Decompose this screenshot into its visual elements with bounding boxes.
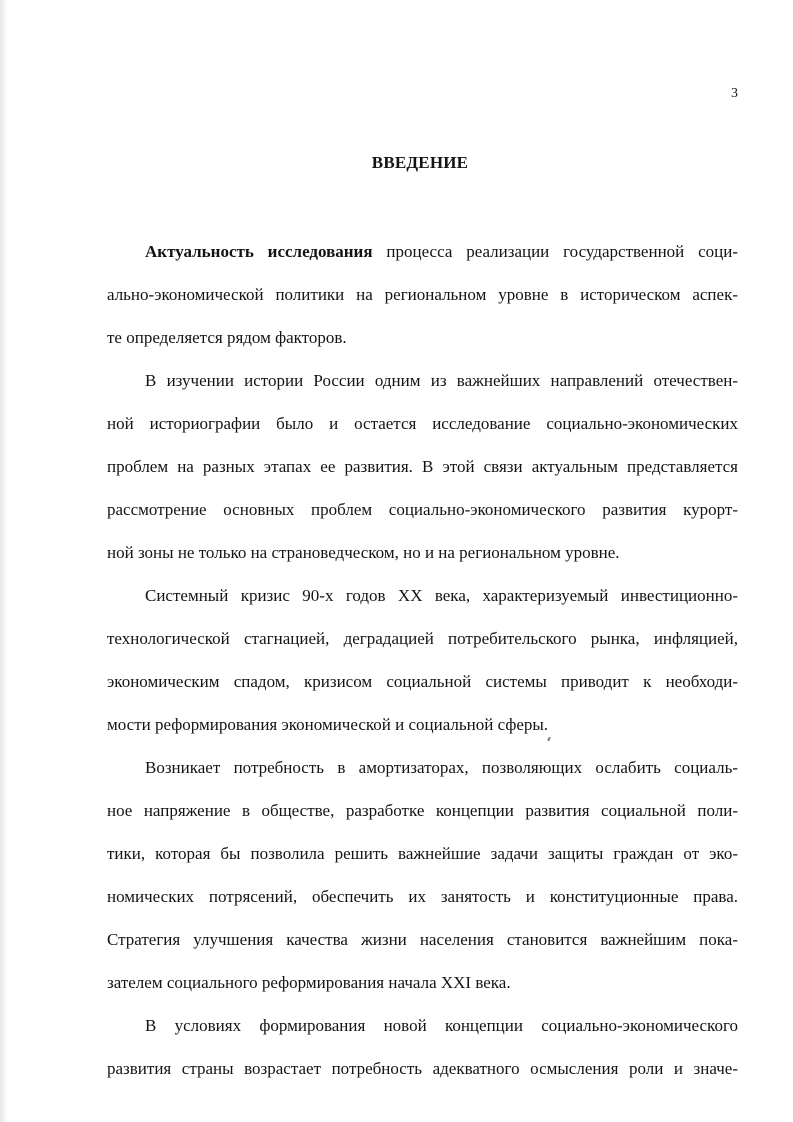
page-title: ВВЕДЕНИЕ bbox=[371, 153, 469, 172]
paragraph-line: В условиях формирования новой концепции социально-экономического bbox=[145, 1016, 738, 1035]
paragraph-line: рассмотрение основных проблем социально-экономического развития курорт- bbox=[107, 500, 738, 519]
paragraph-line: Стратегия улучшения качества жизни населения становится важнейшим пока- bbox=[107, 930, 738, 949]
bold-lead-term: Актуальность исследования bbox=[145, 242, 373, 261]
paragraph-line: ной зоны не только на страноведческом, но и на региональном уровне. bbox=[107, 543, 620, 562]
paragraph-historiography bbox=[107, 366, 738, 581]
paragraph-line: технологической стагнацией, деградацией потребительского рынка, инфляцией, bbox=[107, 629, 738, 648]
paragraph-line: экономическим спадом, кризисом социальной системы приводит к необходи- bbox=[107, 672, 738, 691]
paragraph-line: ально-экономической политики на региональном уровне в историческом аспек- bbox=[107, 285, 738, 304]
paragraph-line: Системный кризис 90-х годов XX века, характеризуемый инвестиционно- bbox=[145, 586, 738, 605]
paragraph-line: ной историографии было и остается исследование социально-экономических bbox=[107, 414, 738, 433]
paragraph-line: номических потрясений, обеспечить их занятость и конституционные права. bbox=[107, 887, 738, 906]
paragraph-line: тики, которая бы позволила решить важнейшие задачи защиты граждан от эко- bbox=[107, 844, 738, 863]
paragraph-social-policy bbox=[107, 753, 738, 1011]
paragraph-new-concept bbox=[107, 1011, 738, 1097]
paragraph-line: ное напряжение в обществе, разработке концепции развития социальной поли- bbox=[107, 801, 738, 820]
paragraph-line: мости реформирования экономической и социальной сферы. bbox=[107, 715, 549, 734]
paragraph-relevance bbox=[107, 237, 738, 366]
line-text: процесса реализации государственной соци- bbox=[372, 242, 738, 261]
paragraph-line: зателем социального реформирования начала XXI века. bbox=[107, 973, 511, 992]
page-number: 3 bbox=[731, 86, 738, 101]
paragraph-line: развития страны возрастает потребность адекватного осмысления роли и значе- bbox=[107, 1059, 738, 1078]
paragraph-line: В изучении истории России одним из важнейших направлений отечествен- bbox=[145, 371, 738, 390]
paragraph-line: Возникает потребность в амортизаторах, позволяющих ослабить социаль- bbox=[145, 758, 738, 777]
paragraph-line: те определяется рядом факторов. bbox=[107, 328, 347, 347]
paragraph-line: проблем на разных этапах ее развития. В этой связи актуальным представляется bbox=[107, 457, 738, 476]
body-text bbox=[107, 237, 738, 1097]
paragraph-line bbox=[107, 237, 738, 280]
paragraph-systemic-crisis bbox=[107, 581, 738, 753]
